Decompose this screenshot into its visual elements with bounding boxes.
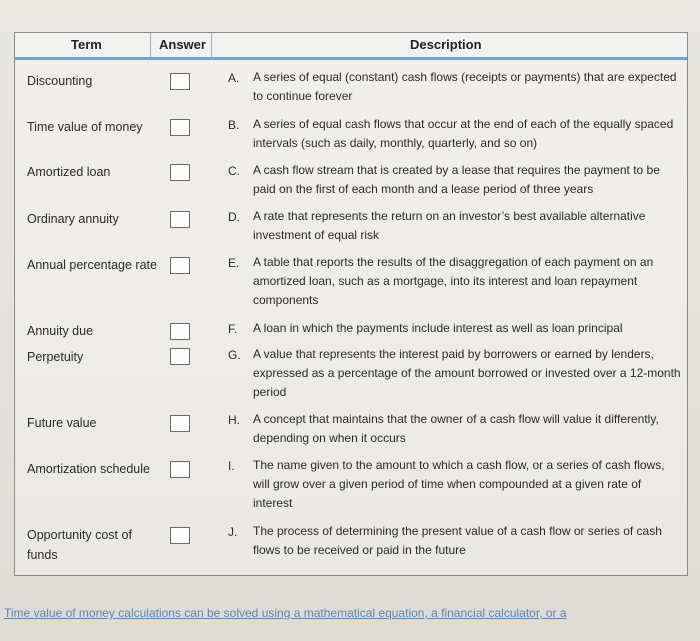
description-letter: D. bbox=[228, 210, 240, 224]
description-letter: G. bbox=[228, 348, 241, 362]
description-text-d: A rate that represents the return on an investor’s best available alternative investment of equal risk bbox=[253, 209, 646, 242]
description-letter: I. bbox=[228, 459, 235, 473]
description-text-e: A table that reports the results of the disaggregation of each payment on an amortized loan, such as a mortgage, into its interest and loan repayment components bbox=[253, 255, 654, 307]
term-future-value: Future value bbox=[27, 416, 97, 430]
header-divider bbox=[150, 33, 151, 57]
answer-box-ordinary-annuity[interactable] bbox=[170, 211, 190, 228]
description-letter: J. bbox=[228, 525, 238, 539]
description-letter: E. bbox=[228, 256, 240, 270]
matching-table bbox=[14, 32, 688, 576]
answer-box-opportunity-cost-of-funds[interactable] bbox=[170, 527, 190, 544]
header-description: Description bbox=[410, 37, 482, 52]
answer-box-time-value-of-money[interactable] bbox=[170, 119, 190, 136]
term-ordinary-annuity: Ordinary annuity bbox=[27, 212, 119, 226]
term-time-value-of-money: Time value of money bbox=[27, 120, 143, 134]
answer-box-annual-percentage-rate[interactable] bbox=[170, 257, 190, 274]
term-opportunity-cost-of-funds: Opportunity cost of funds bbox=[27, 528, 132, 562]
header-answer: Answer bbox=[159, 37, 206, 52]
description-text-a: A series of equal (constant) cash flows (receipts or payments) that are expected to continue forever bbox=[253, 70, 677, 103]
description-text-j: The process of determining the present value of a cash flow or series of cash flows to be received or paid in the future bbox=[253, 524, 662, 557]
answer-box-annuity-due[interactable] bbox=[170, 323, 190, 340]
footer-text: Time value of money calculations can be solved using a mathematical equation, a financial calculator, or a bbox=[4, 606, 567, 620]
description-letter: A. bbox=[228, 71, 240, 85]
answer-box-amortized-loan[interactable] bbox=[170, 164, 190, 181]
description-letter: F. bbox=[228, 322, 238, 336]
term-annuity-due: Annuity due bbox=[27, 324, 94, 338]
description-text-g: A value that represents the interest paid by borrowers or earned by lenders, expressed as a percentage of the amount borrowed or invested over a 12-month period bbox=[253, 347, 681, 399]
description-letter: C. bbox=[228, 164, 240, 178]
term-perpetuity: Perpetuity bbox=[27, 350, 84, 364]
term-amortization-schedule: Amortization schedule bbox=[27, 462, 150, 476]
description-letter: H. bbox=[228, 413, 240, 427]
answer-box-discounting[interactable] bbox=[170, 73, 190, 90]
answer-box-future-value[interactable] bbox=[170, 415, 190, 432]
term-discounting: Discounting bbox=[27, 74, 93, 88]
description-text-i: The name given to the amount to which a cash flow, or a series of cash flows, will grow over a given period of time when compounded at a given rate of interest bbox=[253, 458, 665, 510]
term-annual-percentage-rate: Annual percentage rate bbox=[27, 258, 157, 272]
answer-box-perpetuity[interactable] bbox=[170, 348, 190, 365]
description-text-c: A cash flow stream that is created by a lease that requires the payment to be paid on the first of each month and a lease period of three years bbox=[253, 163, 660, 196]
description-text-f: A loan in which the payments include interest as well as loan principal bbox=[253, 321, 623, 335]
header-term: Term bbox=[71, 37, 102, 52]
answer-box-amortization-schedule[interactable] bbox=[170, 461, 190, 478]
table-header bbox=[15, 33, 687, 60]
term-amortized-loan: Amortized loan bbox=[27, 165, 111, 179]
description-text-b: A series of equal cash flows that occur at the end of each of the equally spaced intervals (such as daily, monthly, quarterly, and so on) bbox=[253, 117, 674, 150]
description-letter: B. bbox=[228, 118, 240, 132]
header-divider bbox=[211, 33, 212, 57]
description-text-h: A concept that maintains that the owner of a cash flow will value it differently, depending on when it occurs bbox=[253, 412, 659, 445]
